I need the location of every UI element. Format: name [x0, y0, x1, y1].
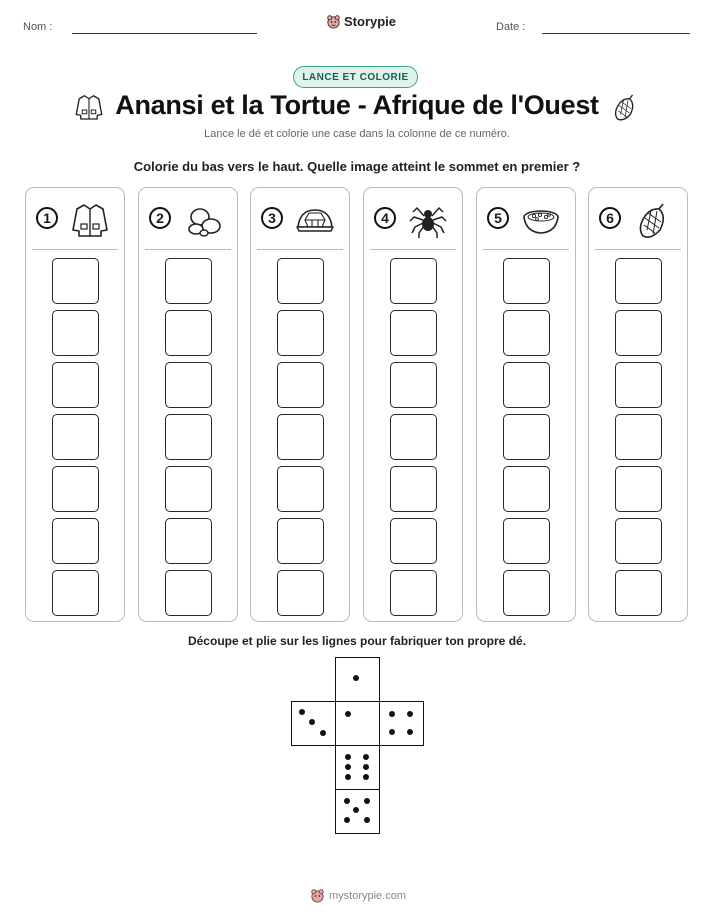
color-cell[interactable] — [277, 258, 324, 304]
pip — [299, 709, 305, 715]
color-cell[interactable] — [615, 518, 662, 564]
instruction: Colorie du bas vers le haut. Quelle image atteint le sommet en premier ? — [133, 159, 581, 174]
date-line — [542, 33, 690, 34]
color-cell[interactable] — [277, 310, 324, 356]
color-cell[interactable] — [52, 258, 99, 304]
pip — [407, 711, 413, 717]
color-cell[interactable] — [165, 258, 212, 304]
pip — [309, 719, 315, 725]
pip — [363, 754, 369, 760]
pip — [389, 729, 395, 735]
column-number: 2 — [149, 207, 171, 229]
color-cell[interactable] — [52, 570, 99, 616]
color-cell[interactable] — [165, 570, 212, 616]
pinecone-icon — [610, 92, 640, 122]
jacket-icon — [70, 200, 110, 240]
color-cell[interactable] — [277, 414, 324, 460]
column-divider — [370, 249, 456, 250]
color-cell[interactable] — [503, 518, 550, 564]
column-number: 5 — [487, 207, 509, 229]
color-cell[interactable] — [615, 258, 662, 304]
activity-badge: LANCE ET COLORIE — [293, 66, 418, 88]
color-cell[interactable] — [503, 570, 550, 616]
die-face-left — [291, 701, 336, 746]
pip — [363, 764, 369, 770]
die-face-top — [335, 657, 380, 702]
color-cell[interactable] — [277, 518, 324, 564]
column-3 — [250, 187, 350, 622]
pip — [345, 774, 351, 780]
pinecone-icon — [633, 200, 673, 240]
color-cell[interactable] — [503, 258, 550, 304]
page-title: Anansi et la Tortue - Afrique de l'Ouest — [115, 90, 599, 120]
color-cell[interactable] — [277, 570, 324, 616]
color-cell[interactable] — [165, 310, 212, 356]
pip — [353, 807, 359, 813]
column-divider — [257, 249, 343, 250]
footer-url: mystorypie.com — [329, 889, 407, 902]
color-cell[interactable] — [165, 466, 212, 512]
pip — [344, 798, 350, 804]
color-cell[interactable] — [52, 310, 99, 356]
color-cell[interactable] — [165, 362, 212, 408]
color-cell[interactable] — [615, 310, 662, 356]
name-label: Nom : — [23, 21, 53, 33]
color-cell[interactable] — [52, 414, 99, 460]
column-divider — [32, 249, 118, 250]
spider-icon — [408, 200, 448, 240]
color-cell[interactable] — [503, 414, 550, 460]
pip — [353, 675, 359, 681]
color-cell[interactable] — [390, 466, 437, 512]
date-label: Date : — [496, 21, 526, 33]
pip — [364, 817, 370, 823]
pip — [345, 764, 351, 770]
color-cell[interactable] — [615, 414, 662, 460]
color-cell[interactable] — [503, 466, 550, 512]
pip — [389, 711, 395, 717]
column-number: 3 — [261, 207, 283, 229]
pip — [320, 730, 326, 736]
column-number: 4 — [374, 207, 396, 229]
color-cell[interactable] — [503, 362, 550, 408]
column-divider — [595, 249, 681, 250]
die-face-bottom — [335, 789, 380, 834]
column-number: 6 — [599, 207, 621, 229]
column-1 — [25, 187, 125, 622]
storypie-mascot-icon — [310, 888, 325, 903]
column-5 — [476, 187, 576, 622]
color-cell[interactable] — [615, 466, 662, 512]
brand-logo — [326, 14, 396, 29]
turtle-shell-icon — [295, 200, 335, 240]
pip — [407, 729, 413, 735]
color-cell[interactable] — [52, 466, 99, 512]
stones-icon — [183, 200, 223, 240]
pip — [345, 754, 351, 760]
pip — [345, 711, 351, 717]
brand-name: Storypie — [344, 14, 397, 29]
subtitle: Lance le dé et colorie une case dans la colonne de ce numéro. — [204, 128, 510, 140]
stew-bowl-icon — [521, 200, 561, 240]
color-cell[interactable] — [615, 362, 662, 408]
color-cell[interactable] — [390, 362, 437, 408]
column-divider — [483, 249, 569, 250]
column-number: 1 — [36, 207, 58, 229]
column-2 — [138, 187, 238, 622]
color-cell[interactable] — [52, 362, 99, 408]
color-cell[interactable] — [277, 466, 324, 512]
color-cell[interactable] — [615, 570, 662, 616]
color-cell[interactable] — [390, 258, 437, 304]
column-4 — [363, 187, 463, 622]
pip — [344, 817, 350, 823]
color-cell[interactable] — [503, 310, 550, 356]
color-cell[interactable] — [277, 362, 324, 408]
color-cell[interactable] — [52, 518, 99, 564]
color-cell[interactable] — [390, 414, 437, 460]
color-cell[interactable] — [390, 570, 437, 616]
column-divider — [145, 249, 231, 250]
color-cell[interactable] — [390, 518, 437, 564]
pip — [363, 774, 369, 780]
die-instruction: Découpe et plie sur les lignes pour fabriquer ton propre dé. — [187, 634, 527, 648]
name-line — [72, 33, 257, 34]
die-face-right — [379, 701, 424, 746]
die-face-center — [335, 701, 380, 746]
die-face-below — [335, 745, 380, 790]
color-cell[interactable] — [390, 310, 437, 356]
footer — [310, 888, 406, 903]
pip — [364, 798, 370, 804]
color-cell[interactable] — [165, 414, 212, 460]
column-6 — [588, 187, 688, 622]
storypie-mascot-icon — [326, 14, 341, 29]
color-cell[interactable] — [165, 518, 212, 564]
